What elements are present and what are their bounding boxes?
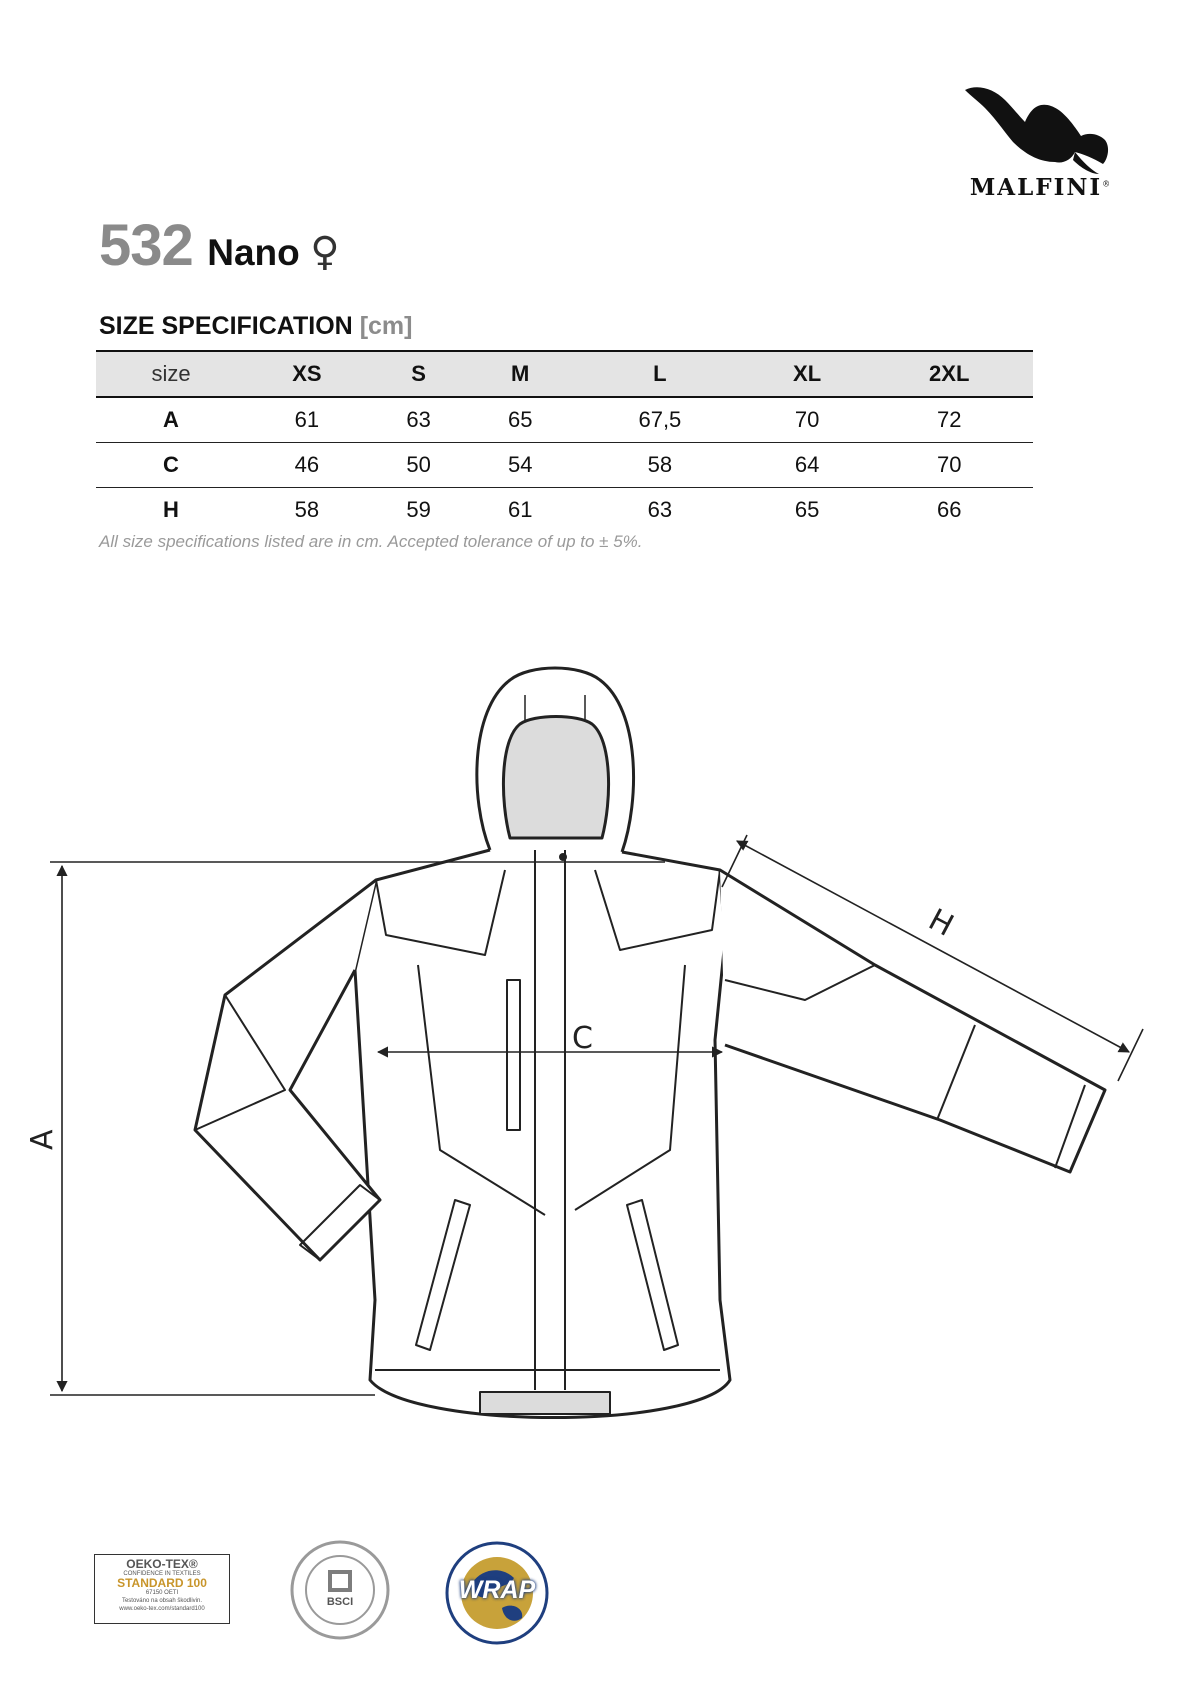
table-cell: 61: [507, 497, 533, 522]
table-cell: 72: [936, 407, 962, 432]
table-cell: 64: [794, 452, 820, 477]
table-cell: 63: [647, 497, 673, 522]
col-header: XS: [292, 361, 322, 386]
table-cell: 65: [794, 497, 820, 522]
oeko-tex-badge: OEKO-TEX® CONFIDENCE IN TEXTILES STANDARD 100 67150 OETI Testováno na obsah škodlivin. www.oeko-tex.com/standard100: [94, 1554, 230, 1624]
table-cell: 61: [294, 407, 320, 432]
table-cell: 54: [507, 452, 533, 477]
table-cell: 67,5: [638, 407, 682, 432]
product-title: [99, 212, 339, 276]
female-icon: ♀: [310, 229, 340, 275]
col-header: size: [151, 361, 191, 386]
brand-name: MALFINI®: [969, 174, 1111, 201]
table-row: [96, 443, 1033, 488]
col-header: M: [511, 361, 530, 386]
table-cell: 58: [294, 497, 320, 522]
table-cell: 63: [406, 407, 431, 432]
tolerance-note: All size specifications listed are in cm. Accepted tolerance of up to ± 5%.: [99, 532, 643, 551]
jacket-outline: [195, 668, 1105, 1418]
dimension-label-h: H: [922, 902, 960, 944]
wrap-badge: WRAP: [442, 1538, 552, 1648]
table-header-row: [96, 351, 1033, 397]
table-cell: 50: [406, 452, 431, 477]
row-label: A: [163, 407, 179, 432]
row-label: H: [163, 497, 179, 522]
col-header: 2XL: [929, 361, 970, 386]
size-table: [96, 350, 1033, 532]
jacket-diagram: [0, 640, 1200, 1460]
table-cell: 46: [294, 452, 320, 477]
table-cell: 70: [936, 452, 962, 477]
product-number: 532: [99, 213, 193, 278]
table-cell: 58: [647, 452, 673, 477]
product-name: Nano: [207, 232, 300, 273]
table-cell: 65: [507, 407, 533, 432]
eagle-icon: [955, 78, 1125, 178]
table-row: [96, 397, 1033, 443]
bsci-seal-icon: [290, 1540, 390, 1640]
dimension-label-c: C: [572, 1021, 593, 1056]
table-cell: 59: [406, 497, 431, 522]
certification-logos: [0, 1530, 1200, 1670]
dimension-label-a: A: [25, 1129, 60, 1150]
col-header: S: [411, 361, 426, 386]
row-label: C: [163, 452, 179, 477]
spec-unit: [cm]: [359, 312, 413, 340]
table-cell: 70: [794, 407, 820, 432]
spec-heading: SIZE SPECIFICATION [cm]: [99, 312, 413, 340]
bsci-badge: BSCI: [290, 1540, 390, 1640]
malfini-logo: [955, 78, 1125, 203]
col-header: XL: [793, 361, 822, 386]
table-cell: 66: [936, 497, 962, 522]
col-header: L: [653, 361, 667, 386]
table-row: [96, 488, 1033, 533]
